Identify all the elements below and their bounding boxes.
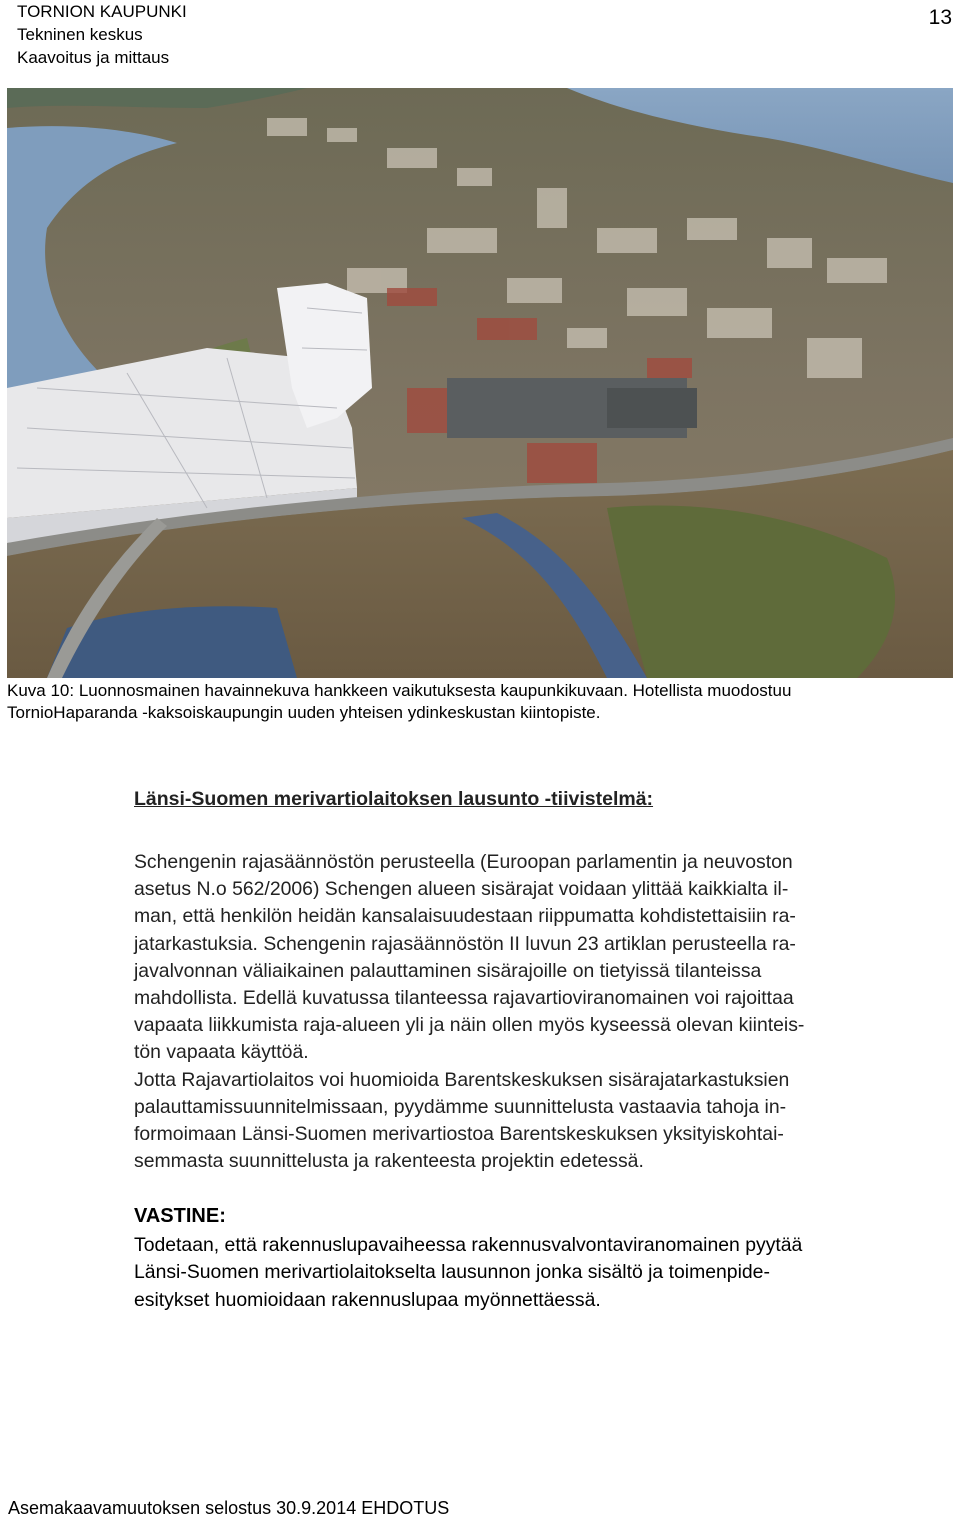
header-city: TORNION KAUPUNKI — [17, 2, 187, 21]
figure-caption — [7, 680, 953, 724]
body-line: jatarkastuksia. Schengenin rajasäännöstön II luvun 23 artiklan perusteella ra- — [134, 932, 796, 955]
body-line: formoimaan Länsi-Suomen merivartiostoa Barentskeskuksen yksityiskohtai- — [134, 1123, 784, 1146]
body-line: palauttamissuunnitelmissaan, pyydämme suunnittelusta vastaavia tahoja in- — [134, 1095, 787, 1118]
document-header — [17, 0, 187, 69]
vastine-line: esitykset huomioidaan rakennuslupaa myönnettäessä. — [134, 1288, 601, 1311]
body-line: semmasta suunnittelusta ja rakenteesta projektin edetessä. — [134, 1150, 644, 1173]
section-title: Länsi-Suomen merivartiolaitoksen lausunto -tiivistelmä: — [134, 788, 654, 810]
vastine-body — [134, 1232, 956, 1314]
body-line: Jotta Rajavartiolaitos voi huomioida Barentskeskuksen sisärajatarkastuksien — [134, 1068, 790, 1091]
document-footer: Asemakaavamuutoksen selostus 30.9.2014 EHDOTUS — [8, 1498, 450, 1518]
page-number: 13 — [928, 6, 952, 29]
body-line: asetus N.o 562/2006) Schengen alueen sisärajat voidaan ylittää kaikkialta il- — [134, 878, 789, 901]
caption-line: TornioHaparanda -kaksoiskaupungin uuden yhteisen ydinkeskustan kiintopiste. — [7, 703, 601, 722]
body-line: tön vapaata käyttöä. — [134, 1041, 309, 1064]
vastine-line: Todetaan, että rakennuslupavaiheessa rakennusvalvontaviranomainen pyytää — [134, 1234, 803, 1256]
header-department: Tekninen keskus — [17, 25, 143, 44]
body-line: mahdollista. Edellä kuvatussa tilanteessa rajavartioviranomainen voi rajoittaa — [134, 987, 794, 1010]
vastine-line: Länsi-Suomen merivartiolaitokselta lausunnon jonka sisältö ja toimenpide- — [134, 1261, 770, 1284]
body-line: Schengenin rajasäännöstön perusteella (Euroopan parlamentin ja neuvoston — [134, 851, 793, 873]
section-body — [134, 849, 954, 1175]
caption-line: Kuva 10: Luonnosmainen havainnekuva hankkeen vaikutuksesta kaupunkikuvaan. Hotellista muodostuu — [7, 681, 792, 700]
header-unit: Kaavoitus ja mittaus — [17, 48, 170, 67]
aerial-photo — [7, 88, 953, 678]
body-line: javalvonnan väliaikainen palauttaminen sisärajoille on tietyissä tilanteissa — [134, 959, 762, 982]
vastine-title: VASTINE: — [134, 1205, 226, 1227]
body-line: man, että henkilön heidän kansalaisuudestaan riippumatta kohdistettaisiin ra- — [134, 905, 796, 928]
body-line: vapaata liikkumista raja-alueen yli ja näin ollen myös kyseessä olevan kiinteis- — [134, 1014, 805, 1037]
